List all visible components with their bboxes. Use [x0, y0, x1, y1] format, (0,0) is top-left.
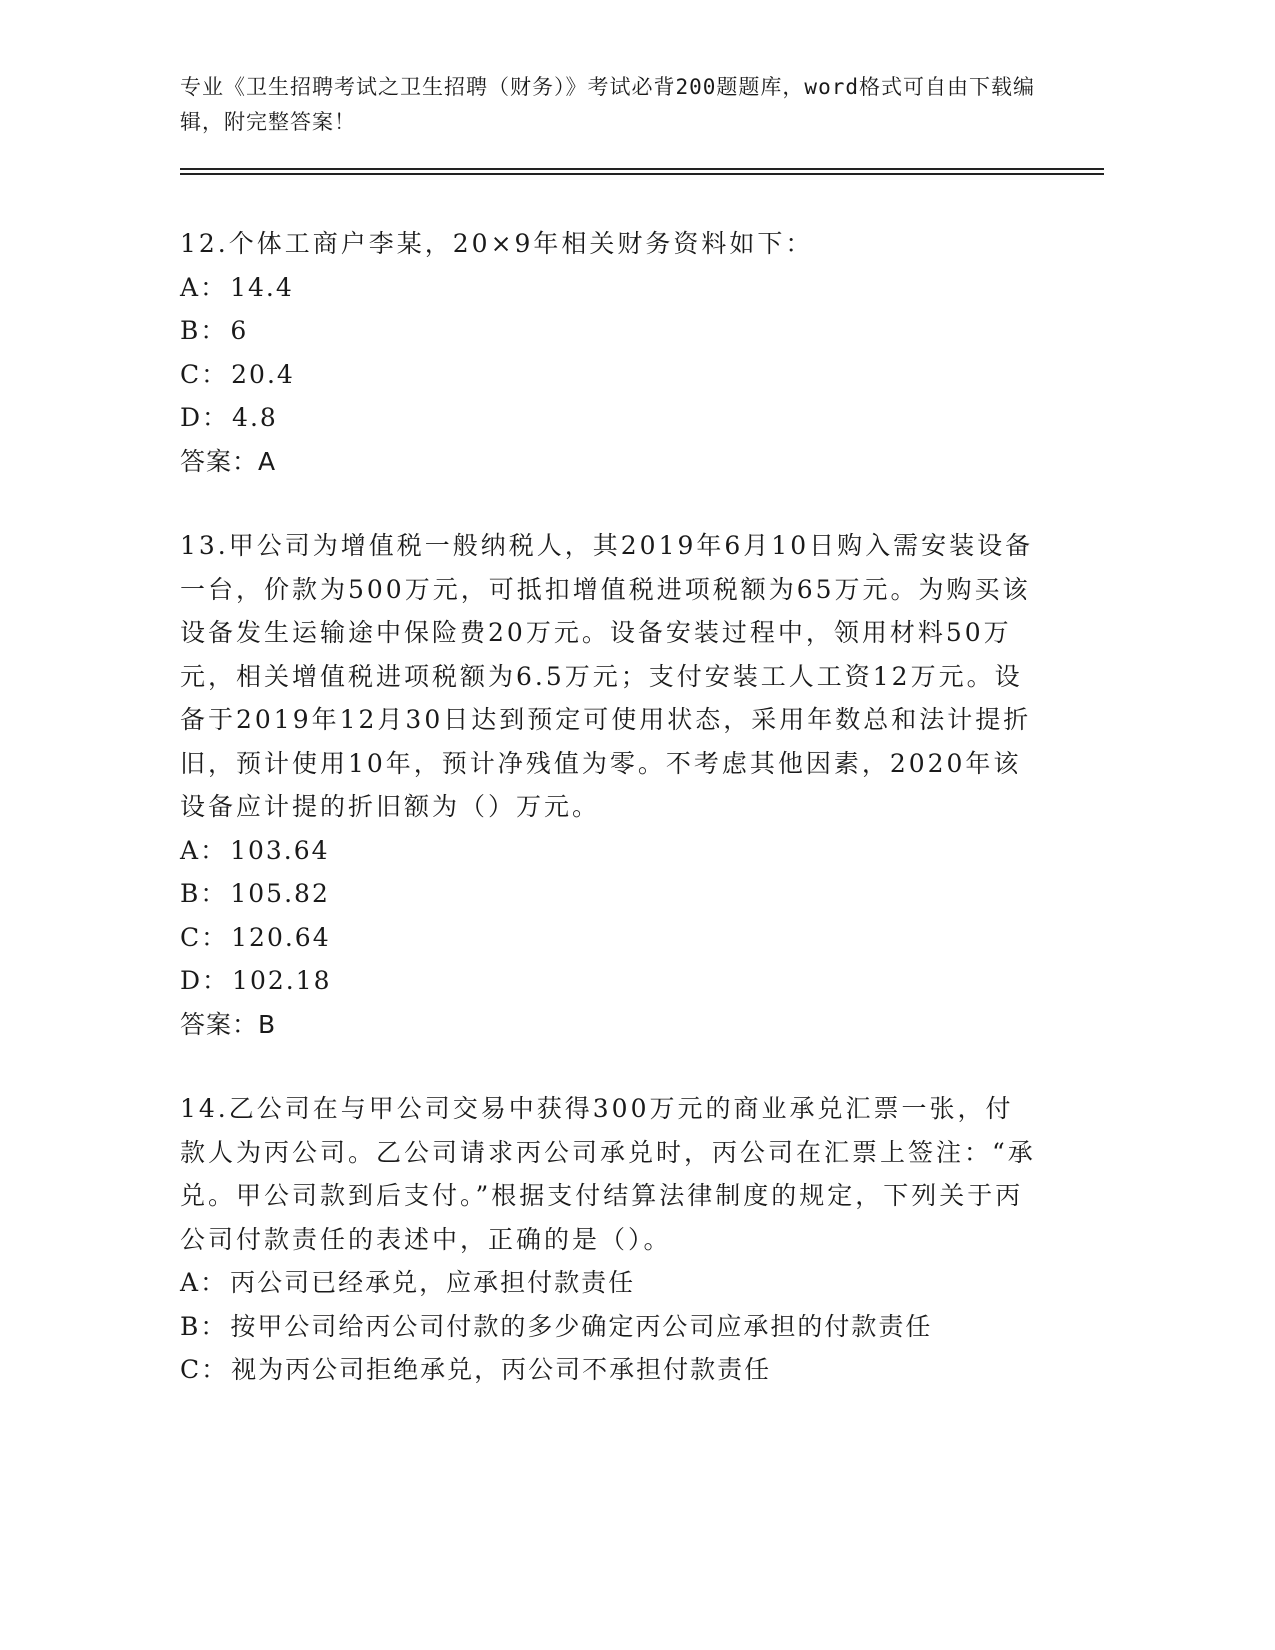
question-text: 13.甲公司为增值税一般纳税人，其2019年6月10日购入需安装设备一台，价款为500万元，可抵扣增值税进项税额为65万元。为购买该设备发生运输途中保险费20万元。设备安装过程中，领用材料50万元，相关增值税进项税额为6.5万元；支付安装工人工资12万元。设备于2019年12月30日达到预定可使用状态，采用年数总和法计提折旧，预计使用10年，预计净残值为零。不考虑其他因素，2020年该设备应计提的折旧额为（）万元。	[180, 531, 1034, 821]
question-list	[180, 222, 1040, 1433]
header-rule-top	[180, 168, 1104, 170]
question-13	[180, 524, 1040, 1046]
option-value: 丙公司已经承兑，应承担付款责任	[230, 1268, 636, 1297]
option-letter: A	[180, 835, 201, 865]
option-d: D： 102.18	[180, 959, 1040, 1003]
option-letter: B	[180, 1311, 201, 1341]
option-letter: B	[180, 879, 201, 908]
option-b: B： 105.82	[180, 872, 1040, 916]
option-c: C： 20.4	[180, 353, 1040, 397]
document-header: 专业《卫生招聘考试之卫生招聘（财务）》考试必背200题题库，word格式可自由下载编辑，附完整答案！	[180, 75, 1035, 134]
option-b: B： 6	[180, 309, 1040, 353]
option-value: 14.4	[230, 272, 294, 302]
option-letter: D	[180, 966, 203, 995]
option-value: 102.18	[232, 966, 332, 995]
option-c: C： 视为丙公司拒绝承兑，丙公司不承担付款责任	[180, 1348, 1040, 1392]
option-d: D： 4.8	[180, 396, 1040, 440]
question-text: 14.乙公司在与甲公司交易中获得300万元的商业承兑汇票一张，付款人为丙公司。乙公司请求丙公司承兑时，丙公司在汇票上签注：“承兑。甲公司款到后支付。”根据支付结算法律制度的规定，下列关于丙公司付款责任的表述中，正确的是（）。	[180, 1094, 1036, 1254]
option-value: 120.64	[231, 922, 331, 952]
option-letter: A	[180, 1268, 201, 1297]
option-value: 103.64	[230, 835, 330, 865]
option-letter: B	[180, 316, 201, 345]
answer-label: 答案：B	[180, 1009, 277, 1039]
option-letter: C	[180, 922, 202, 952]
answer-label: 答案：A	[180, 446, 277, 476]
option-value: 4.8	[232, 403, 278, 432]
question-12	[180, 222, 1040, 483]
option-letter: A	[180, 272, 201, 302]
option-value: 6	[230, 316, 249, 345]
option-a: A： 丙公司已经承兑，应承担付款责任	[180, 1261, 1040, 1305]
question-text: 12.个体工商户李某，20×9年相关财务资料如下：	[180, 229, 814, 258]
option-b: B： 按甲公司给丙公司付款的多少确定丙公司应承担的付款责任	[180, 1305, 1040, 1349]
question-14	[180, 1087, 1040, 1392]
header-rule-bottom	[180, 173, 1104, 175]
option-a: A： 14.4	[180, 266, 1040, 310]
option-value: 按甲公司给丙公司付款的多少确定丙公司应承担的付款责任	[230, 1311, 933, 1341]
option-letter: C	[180, 359, 202, 389]
option-value: 105.82	[230, 879, 330, 908]
option-c: C： 120.64	[180, 916, 1040, 960]
option-value: 20.4	[231, 359, 295, 389]
option-letter: C	[180, 1355, 202, 1384]
option-value: 视为丙公司拒绝承兑，丙公司不承担付款责任	[231, 1355, 772, 1384]
option-letter: D	[180, 403, 203, 432]
option-a: A： 103.64	[180, 829, 1040, 873]
